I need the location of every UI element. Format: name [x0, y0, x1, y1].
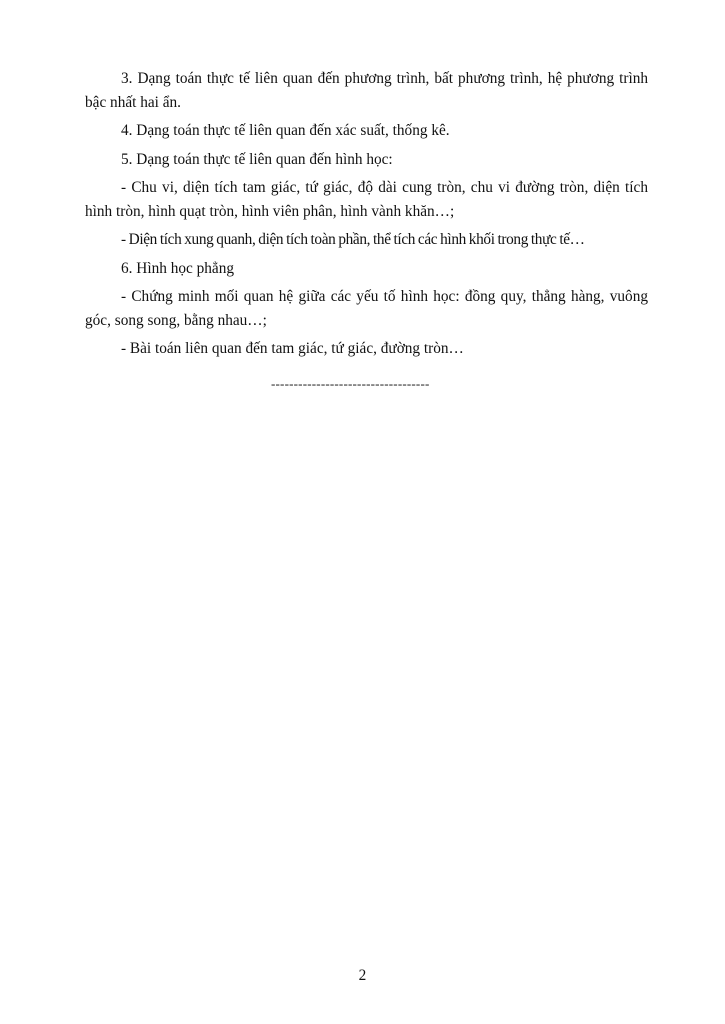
paragraph-topic-5: 5. Dạng toán thực tế liên quan đến hình học:: [121, 150, 393, 168]
paragraph-topic-6: 6. Hình học phẳng: [121, 259, 235, 277]
paragraph-topic-4: 4. Dạng toán thực tế liên quan đến xác suất, thống kê.: [121, 122, 450, 139]
paragraph-topic-3: 3. Dạng toán thực tế liên quan đến phương trình, bất phương trình, hệ phương trình bậc nhất hai ẩn.: [85, 70, 648, 111]
paragraph-bullet-geometric-proofs: - Chứng minh mối quan hệ giữa các yếu tố hình học: đồng quy, thẳng hàng, vuông góc, song song, bằng nhau…;: [85, 288, 648, 329]
page-number: 2: [358, 967, 367, 984]
section-divider: -----------------------------------: [271, 376, 430, 391]
paragraph-bullet-triangle-circle: - Bài toán liên quan đến tam giác, tứ giác, đường tròn…: [121, 340, 464, 357]
paragraph-bullet-perimeter-area: - Chu vi, diện tích tam giác, tứ giác, độ dài cung tròn, chu vi đường tròn, diện tích hình tròn, hình quạt tròn, hình viên phân, hình vành khăn…;: [85, 179, 648, 220]
paragraph-bullet-surface-volume: - Diện tích xung quanh, diện tích toàn phần, thể tích các hình khối trong thực tế…: [121, 231, 585, 248]
document-body: [85, 67, 648, 366]
